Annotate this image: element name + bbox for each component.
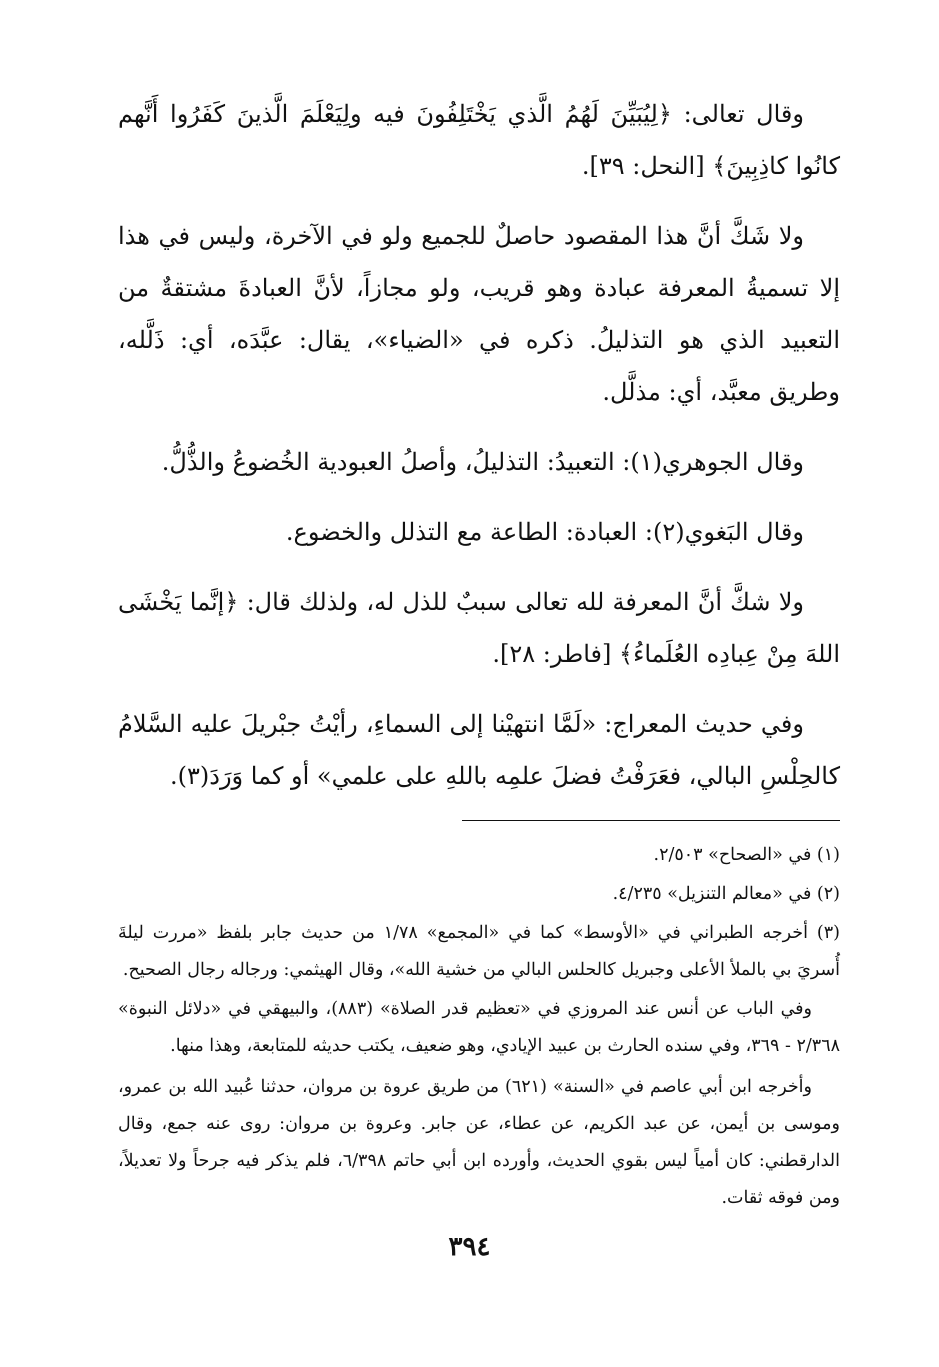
footnote-3-continuation-2: وأخرجه ابن أبي عاصم في «السنة» (٦٢١) من طريق عروة بن مروان، حدثنا عُبيد الله بن عمرو، وموسى بن أيمن، عن عبد الكريم، عن عطاء، عن جابر. وعروة بن مروان: روى عنه جمع، وقال الدارقطني: كان أمياً ليس بقوي الحديث، وأورده ابن أبي حاتم ٦/٣٩٨، فلم يذكر فيه جرحاً ولا تعديلاً، ومن فوقه ثقات. <box>118 1077 840 1208</box>
footnote-3-continuation-1: وفي الباب عن أنس عند المروزي في «تعظيم قدر الصلاة» (٨٨٣)، والبيهقي في «دلائل النبوة» ٢/٣٦٨ - ٣٦٩، وفي سنده الحارث بن عبيد الإيادي، وهو ضعيف، يكتب حديثه للمتابعة، وهذا منها. <box>118 999 840 1056</box>
paragraph-2: ولا شَكَّ أنَّ هذا المقصود حاصلٌ للجميع ولو في الآخرة، وليس في هذا إلا تسميةُ المعرفة عبادة وهو قريب، ولو مجازاً، لأنَّ العبادةَ مشتقةٌ من التعبيد الذي هو التذليلُ. ذكره في «الضياء»، يقال: عبَّدَه، أي: ذَلَّله، وطريق معبَّد، أي: مذلَّل. <box>118 222 840 406</box>
paragraph-6: وفي حديث المعراج: «لَمَّا انتهيْنا إلى السماءِ، رأيْتُ جبْريلَ عليه السَّلامُ كالحِلْسِ البالي، فعَرَفْتُ فضلَ علمِه باللهِ على علمي» أو كما وَرَدَ(٣). <box>118 710 840 790</box>
paragraph-5: ولا شكَّ أنَّ المعرفة لله تعالى سببٌ للذل له، ولذلك قال: ﴿إنَّما يَخْشَى اللهَ مِنْ عِبادِه العُلَماءُ﴾ [فاطر: ٢٨]. <box>118 588 840 668</box>
footnote-2: (٢) في «معالم التنزيل» ٤/٢٣٥. <box>612 884 840 904</box>
page-number: ٣٩٤ <box>448 1232 491 1262</box>
paragraph-3: وقال الجوهري(١): التعبيدُ: التذليلُ، وأصلُ العبودية الخُضوعُ والذُّلُّ. <box>161 448 804 476</box>
page-body <box>118 88 840 1221</box>
footnote-1: (١) في «الصحاح» ٢/٥٠٣. <box>653 845 840 865</box>
footnote-3: (٣) أخرجه الطبراني في «الأوسط» كما في «المجمع» ١/٧٨ من حديث جابر بلفظ «مررت ليلةَ أُسريَ بي بالملأ الأعلى وجبريل كالحلس البالي من خشية الله»، وقال الهيثمي: ورجاله رجال الصحيح. <box>118 923 840 980</box>
footnote-divider <box>462 820 840 821</box>
paragraph-4: وقال البَغوي(٢): العبادة: الطاعة مع التذلل والخضوع. <box>285 518 804 546</box>
paragraph-1: وقال تعالى: ﴿لِيُبَيِّنَ لَهُمُ الَّذي يَخْتَلِفُونَ فيه ولِيَعْلَمَ الَّذينَ كَفَرُوا أَنَّهم كانُوا كاذِبِينَ﴾ [النحل: ٣٩]. <box>118 100 840 180</box>
